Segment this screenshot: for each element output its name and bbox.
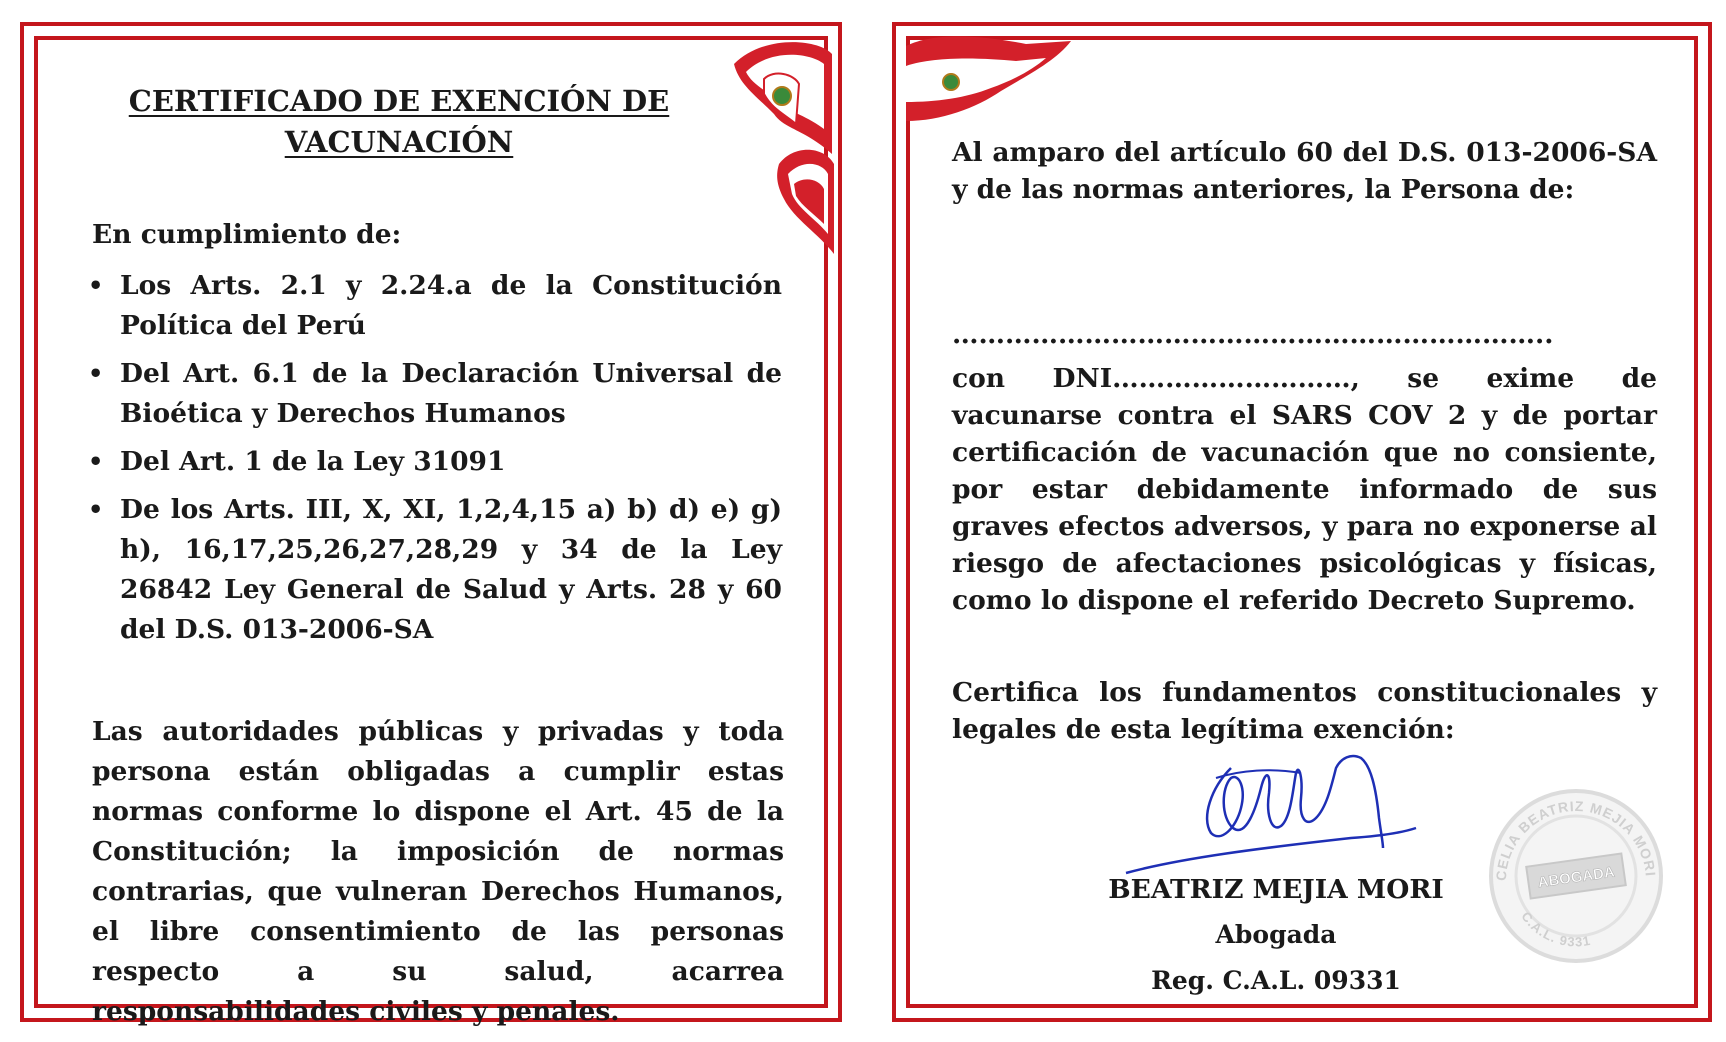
certificate-back-card [892, 22, 1712, 1022]
articles-list [86, 266, 782, 658]
exemption-paragraph: con DNI………………………, se exime de vacunarse contra el SARS COV 2 y de portar certificación de vacunación que no consiente, por estar debidamente informado de sus graves efectos adversos, y para no exponerse al riesgo de afectaciones psicológicas y físicas, como lo dispone el referido Decreto Supremo. [952, 363, 1657, 616]
list-item: • Del Art. 1 de la Ley 31091 [86, 442, 782, 482]
embossed-seal [1486, 786, 1666, 966]
amparo-paragraph: Al amparo del artículo 60 del D.S. 013-2006-SA y de las normas anteriores, la Persona de: [952, 137, 1657, 205]
title-line-1: CERTIFICADO DE EXENCIÓN DE [128, 84, 670, 118]
seal-center-text: ABOGADA [1536, 863, 1616, 892]
intro-text: En cumplimiento de: [92, 219, 402, 250]
certifica-paragraph: Certifica los fundamentos constitucionales y legales de esta legítima exención: [952, 677, 1657, 745]
signer-name: BEATRIZ MEJIA MORI [1108, 874, 1444, 905]
signer-registration: Reg. C.A.L. 09331 [1151, 966, 1401, 995]
list-item: • De los Arts. III, X, XI, 1,2,4,15 a) b) d) e) g) h), 16,17,25,26,27,28,29 y 34 de la Ley 26842 Ley General de Salud y Arts. 28 y 60 del D.S. 013-2006-SA [86, 490, 782, 650]
list-item: • Del Art. 6.1 de la Declaración Universal de Bioética y Derechos Humanos [86, 354, 782, 434]
closing-paragraph: Las autoridades públicas y privadas y toda persona están obligadas a cumplir estas normas conforme lo dispone el Art. 45 de la Constitución; la imposición de normas contrarias, que vulneran Derechos Humanos, el libre consentimiento de las personas respecto a su salud, acarrea responsabilidades civiles y penales. [92, 716, 784, 1027]
peru-flag-ribbon-icon [906, 36, 1076, 126]
title-line-2: VACUNACIÓN [284, 125, 514, 159]
signer-title: Abogada [1215, 920, 1337, 949]
certificate-front-card [20, 22, 842, 1027]
seal-arc-text: CELIA BEATRIZ MEJIA MORI [1492, 797, 1659, 882]
list-item: • Los Arts. 2.1 y 2.24.a de la Constitución Política del Perú [86, 266, 782, 346]
seal-bottom-text: C.A.L. 9331 [1518, 908, 1593, 950]
person-name-blank: ………………………………………………………….. [952, 319, 1554, 350]
certificate-title [124, 81, 674, 163]
